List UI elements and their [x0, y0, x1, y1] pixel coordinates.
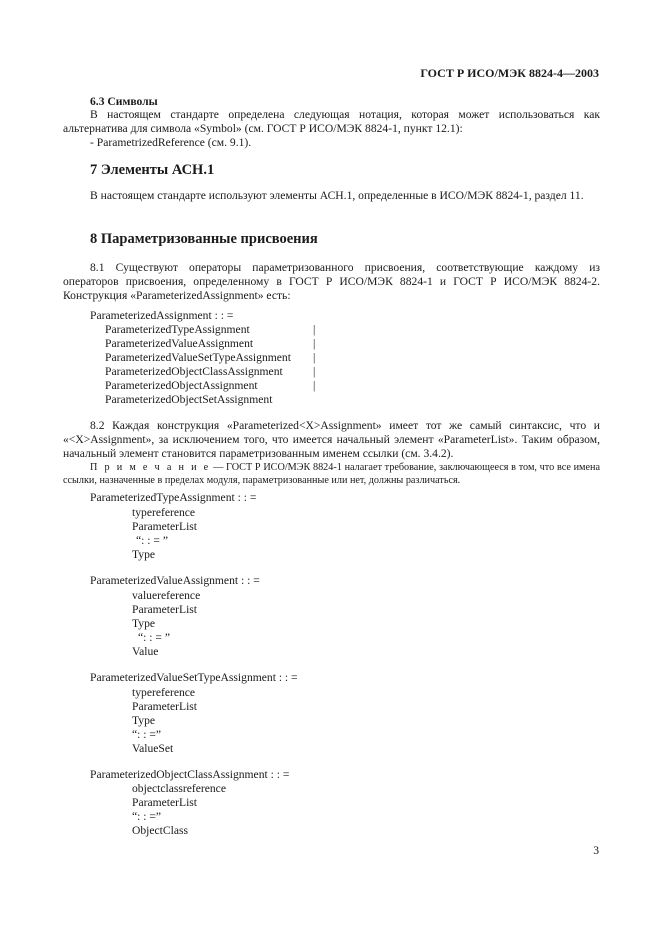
- alternative-item: ParameterizedValueAssignment: [105, 337, 254, 350]
- production-item: “: : =”: [132, 810, 162, 823]
- production-item: ValueSet: [132, 742, 174, 755]
- production-head: ParameterizedValueSetTypeAssignment : : =: [90, 671, 298, 684]
- alternative-item: ParameterizedObjectSetAssignment: [105, 393, 273, 406]
- page-header: ГОСТ Р ИСО/МЭК 8824-4—2003: [420, 66, 599, 80]
- section-7-text: В настоящем стандарте используют элементы АСН.1, определенные в ИСО/МЭК 8824-1, раздел 11.: [90, 189, 584, 202]
- production-item: Type: [132, 617, 156, 630]
- production-head-parameterized-assignment: ParameterizedAssignment : : =: [90, 309, 234, 322]
- section-6-3-item: - ParametrizedReference (см. 9.1).: [90, 136, 252, 149]
- production-item: ParameterList: [132, 700, 198, 713]
- production-item: ObjectClass: [132, 824, 189, 837]
- production-head: ParameterizedTypeAssignment : : =: [90, 491, 257, 504]
- alternative-separator: |: [313, 351, 316, 364]
- production-item: ParameterList: [132, 796, 198, 809]
- production-item: Type: [132, 548, 156, 561]
- production-head: ParameterizedObjectClassAssignment : : =: [90, 768, 290, 781]
- section-6-3-title: 6.3 Символы: [90, 95, 158, 108]
- alternative-item: ParameterizedValueSetTypeAssignment: [105, 351, 291, 364]
- production-item: “: : =”: [132, 728, 162, 741]
- paragraph-8-2: 8.2 Каждая конструкция «Parameterized<X>Assignment» имеет тот же самый синтаксис, что и «<X>Assignment», за исключением того, что имеется начальный элемент «ParameterList». Таким образом, начальный элемент становится параметризованным именем ссылки (см. 3.4.2).: [63, 419, 600, 460]
- production-item: typereference: [132, 506, 196, 519]
- alternative-separator: |: [313, 379, 316, 392]
- section-8-title: 8 Параметризованные присвоения: [90, 231, 318, 247]
- alternative-separator: |: [313, 323, 316, 336]
- production-item: ParameterList: [132, 603, 198, 616]
- alternative-separator: |: [313, 337, 316, 350]
- note-label: П р и м е ч а н и е: [90, 462, 211, 473]
- production-item: “: : = ”: [136, 534, 168, 547]
- production-item: ParameterList: [132, 520, 198, 533]
- section-6-3-text: В настоящем стандарте определена следующая нотация, которая может использоваться как альтернатива для символа «Symbol» (см. ГОСТ Р ИСО/МЭК 8824-1, пункт 12.1):: [63, 108, 600, 135]
- production-item: Type: [132, 714, 156, 727]
- production-item: typereference: [132, 686, 196, 699]
- alternative-item: ParameterizedObjectAssignment: [105, 379, 258, 392]
- alternative-item: ParameterizedTypeAssignment: [105, 323, 250, 336]
- paragraph-8-1: 8.1 Существуют операторы параметризованного присвоения, соответствующие каждому из операторов присвоения, определенному в ГОСТ Р ИСО/МЭК 8824-1 и ГОСТ Р ИСО/МЭК 8824-2. Конструкция «ParameterizedAssignment» есть:: [63, 261, 600, 302]
- alternative-item: ParameterizedObjectClassAssignment: [105, 365, 283, 378]
- page-number: 3: [593, 844, 599, 857]
- production-item: valuereference: [132, 589, 201, 602]
- note: [63, 462, 600, 487]
- production-item: objectclassreference: [132, 782, 226, 795]
- section-7-title: 7 Элементы АСН.1: [90, 162, 215, 178]
- production-item: “: : = ”: [138, 631, 170, 644]
- alternative-separator: |: [313, 365, 316, 378]
- production-item: Value: [132, 645, 159, 658]
- note-text: — ГОСТ Р ИСО/МЭК 8824-1 налагает требование, заключающееся в том, что все имена ссылки, назначенные в пределах модуля, параметризованные или нет, должны различаться.: [63, 462, 600, 486]
- production-head: ParameterizedValueAssignment : : =: [90, 574, 260, 587]
